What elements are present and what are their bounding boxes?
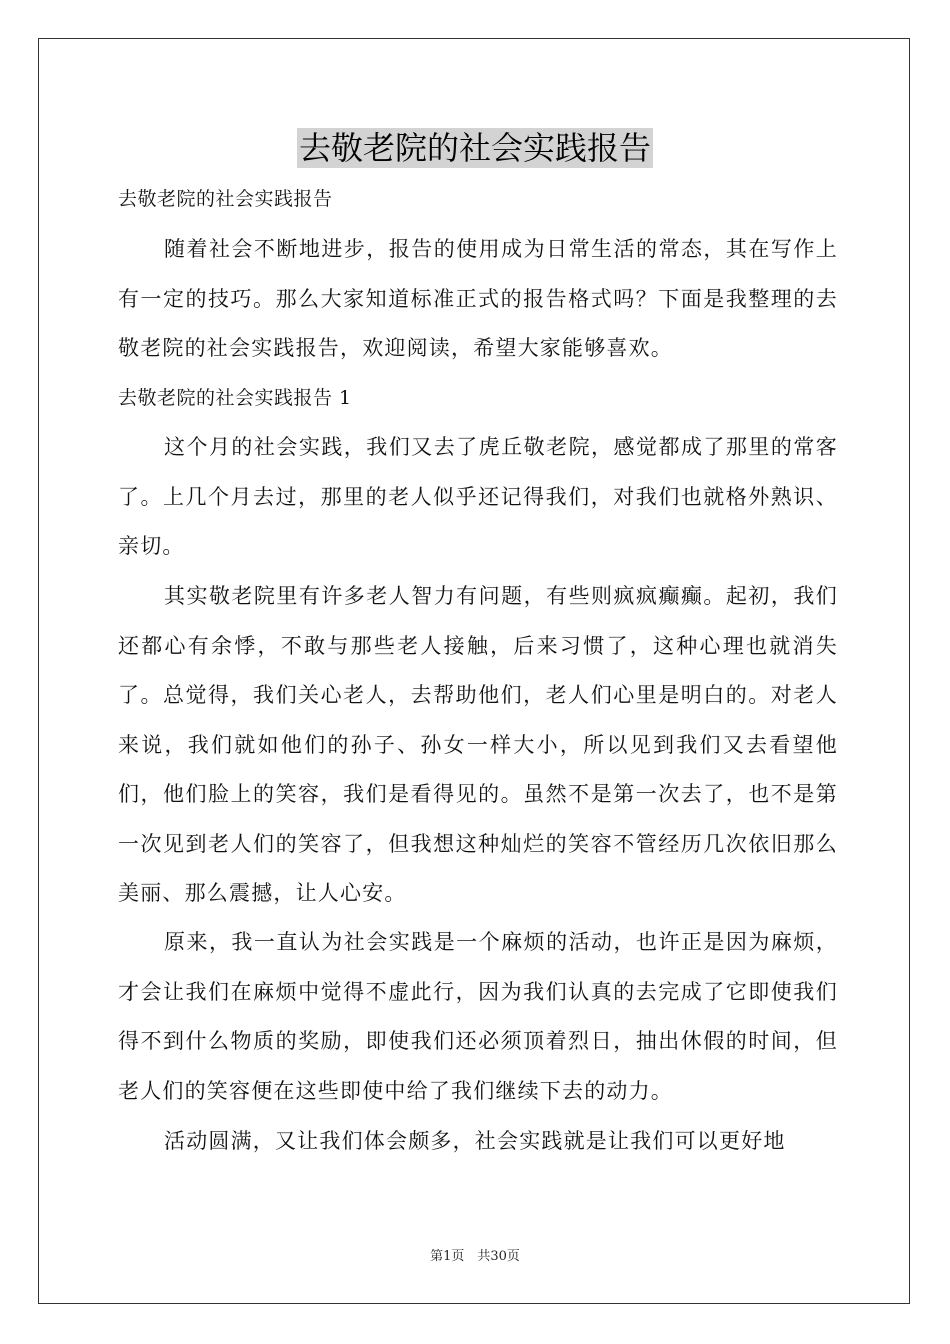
paragraph-3: 原来，我一直认为社会实践是一个麻烦的活动，也许正是因为麻烦，才会让我们在麻烦中觉得不虚此行，因为我们认真的去完成了它即使我们得不到什么物质的奖励，即使我们还必须顶着烈日，抽出休假的时间，但老人们的笑容便在这些即使中给了我们继续下去的动力。 xyxy=(118,930,838,1103)
page-footer: 第1页 共30页 xyxy=(430,1249,520,1264)
paragraph-2: 其实敬老院里有许多老人智力有问题，有些则疯疯癫癫。起初，我们还都心有余悸，不敢与那些老人接触，后来习惯了，这种心理也就消失了。总觉得，我们关心老人，去帮助他们，老人们心里是明白的。对老人来说，我们就如他们的孙子、孙女一样大小，所以见到我们又去看望他们，他们脸上的笑容，我们是看得见的。虽然不是第一次去了，也不是第一次见到老人们的笑容了，但我想这种灿烂的笑容不管经历几次依旧那么美丽、那么震撼，让人心安。 xyxy=(118,584,838,905)
document-subtitle: 去敬老院的社会实践报告 xyxy=(118,188,333,210)
paragraph-1: 这个月的社会实践，我们又去了虎丘敬老院，感觉都成了那里的常客了。上几个月去过，那里的老人似乎还记得我们，对我们也就格外熟识、亲切。 xyxy=(118,435,838,558)
document-title: 去敬老院的社会实践报告 xyxy=(298,129,651,167)
section-heading: 去敬老院的社会实践报告 1 xyxy=(118,387,352,409)
paragraph-4: 活动圆满，又让我们体会颇多，社会实践就是让我们可以更好地 xyxy=(164,1129,786,1153)
title-container xyxy=(0,128,950,168)
intro-paragraph: 随着社会不断地进步，报告的使用成为日常生活的常态，其在写作上有一定的技巧。那么大家知道标准正式的报告格式吗？下面是我整理的去敬老院的社会实践报告，欢迎阅读，希望大家能够喜欢。 xyxy=(118,237,838,360)
